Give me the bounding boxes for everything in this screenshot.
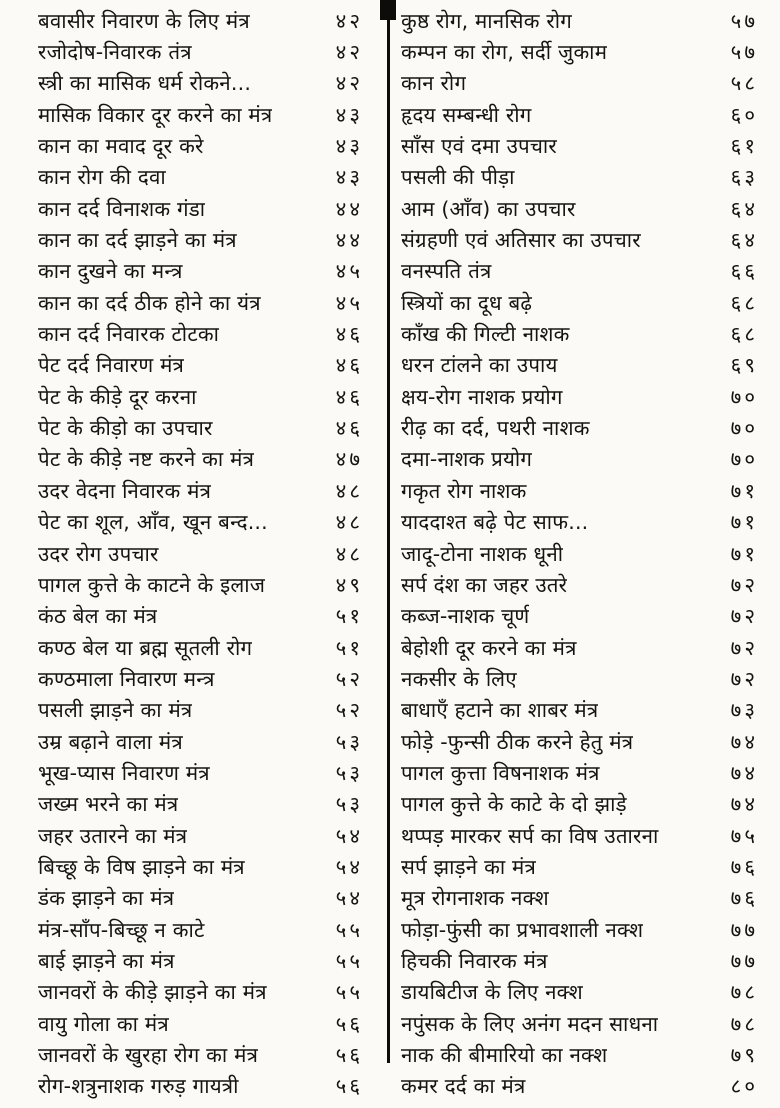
toc-entry-page-number: ४६ (335, 384, 363, 409)
toc-entry-page-number: ७२ (730, 635, 758, 660)
toc-entry-title: जहर उतारने का मंत्र (38, 823, 188, 848)
toc-entry-page-number: ५३ (335, 729, 363, 754)
toc-entry-title: स्त्रियों का दूध बढ़े (401, 290, 533, 315)
toc-entry-page-number: ५६ (335, 1011, 363, 1036)
toc-entry-page-number: ५६ (335, 1043, 363, 1068)
toc-entry (38, 318, 363, 349)
toc-entry (38, 444, 363, 475)
toc-entry-page-number: ७६ (730, 854, 758, 879)
toc-entry (38, 412, 363, 443)
ink-mark (380, 0, 396, 20)
toc-entry (38, 475, 363, 506)
toc-entry-title: धरन टांलने का उपाय (401, 353, 558, 378)
toc-entry (38, 726, 363, 757)
toc-entry-title: बिच्छू के विष झाड़ने का मंत्र (38, 854, 245, 879)
toc-entry-page-number: ४८ (335, 478, 363, 503)
toc-entry-page-number: ७४ (730, 792, 758, 817)
toc-entry (401, 663, 758, 694)
toc-entry (401, 569, 758, 600)
toc-entry (38, 36, 363, 67)
toc-entry-page-number: ६० (730, 102, 758, 127)
toc-entry-title: मूत्र रोगनाशक नक्श (401, 886, 549, 911)
toc-entry (401, 224, 758, 255)
toc-entry (401, 726, 758, 757)
toc-entry (401, 695, 758, 726)
toc-entry (401, 538, 758, 569)
toc-entry-title: वायु गोला का मंत्र (38, 1011, 169, 1036)
toc-entry-page-number: ५३ (335, 792, 363, 817)
toc-entry-page-number: ४२ (335, 8, 363, 33)
toc-entry-page-number: ७३ (730, 698, 758, 723)
toc-entry (401, 381, 758, 412)
toc-entry-title: कान का दर्द झाड़ने का मंत्र (38, 228, 237, 253)
toc-entry (401, 851, 758, 882)
toc-entry-page-number: ४३ (335, 102, 363, 127)
toc-entry (401, 1008, 758, 1039)
toc-entry (401, 507, 758, 538)
toc-entry-title: स्त्री का मासिक धर्म रोकने... (38, 71, 252, 96)
toc-entry-page-number: ५२ (335, 666, 363, 691)
toc-entry-title: पागल कुत्ता विषनाशक मंत्र (401, 760, 600, 785)
toc-entry (38, 695, 363, 726)
toc-entry (38, 914, 363, 945)
toc-entry-title: जख्म भरने का मंत्र (38, 792, 179, 817)
toc-entry-page-number: ७१ (730, 541, 758, 566)
toc-entry-title: कण्ठमाला निवारण मन्त्र (38, 666, 215, 691)
toc-entry-page-number: ७६ (730, 886, 758, 911)
toc-entry-page-number: ५५ (335, 980, 363, 1005)
toc-entry-page-number: ४२ (335, 40, 363, 65)
toc-entry (38, 68, 363, 99)
toc-entry-page-number: ६६ (730, 259, 758, 284)
toc-entry-title: याददाश्त बढ़े पेट साफ... (401, 510, 589, 535)
toc-entry-page-number: ४३ (335, 165, 363, 190)
toc-entry-title: वनस्पति तंत्र (401, 259, 492, 284)
toc-entry-page-number: ४९ (335, 572, 363, 597)
toc-entry (38, 1039, 363, 1070)
toc-entry (38, 569, 363, 600)
toc-entry (401, 883, 758, 914)
toc-entry-title: थप्पड़ मारकर सर्प का विष उतारना (401, 823, 659, 848)
toc-entry (401, 789, 758, 820)
toc-entry-title: बाई झाड़ने का मंत्र (38, 948, 175, 973)
toc-entry-title: जादू-टोना नाशक धूनी (401, 541, 564, 566)
toc-entry (38, 601, 363, 632)
toc-entry-page-number: ७१ (730, 510, 758, 535)
toc-entry-title: नपुंसक के लिए अनंग मदन साधना (401, 1011, 659, 1036)
toc-entry (401, 475, 758, 506)
toc-entry-title: पसली की पीड़ा (401, 165, 515, 190)
toc-entry-page-number: ४२ (335, 71, 363, 96)
toc-entry-title: संग्रहणी एवं अतिसार का उपचार (401, 228, 641, 253)
toc-entry (38, 224, 363, 255)
toc-entry-page-number: ४८ (335, 541, 363, 566)
toc-entry-page-number: ५२ (335, 698, 363, 723)
toc-entry-page-number: ५६ (335, 1074, 363, 1099)
toc-entry-page-number: ४६ (335, 353, 363, 378)
toc-entry (401, 5, 758, 36)
toc-entry-title: सर्प दंश का जहर उतरे (401, 572, 568, 597)
toc-entry (38, 99, 363, 130)
toc-entry-title: पागल कुत्ते के काटने के इलाज (38, 572, 266, 597)
toc-entry (38, 1071, 363, 1102)
toc-entry-title: बेहोशी दूर करने का मंत्र (401, 635, 577, 660)
toc-entry (401, 350, 758, 381)
toc-entry-title: बवासीर निवारण के लिए मंत्र (38, 8, 250, 33)
toc-entry-title: कम्पन का रोग, सर्दी जुकाम (401, 40, 608, 65)
toc-entry-page-number: ७४ (730, 760, 758, 785)
toc-entry-page-number: ५३ (335, 760, 363, 785)
toc-entry-title: गकृत रोग नाशक (401, 478, 527, 503)
toc-entry-title: मासिक विकार दूर करने का मंत्र (38, 102, 273, 127)
toc-entry-page-number: ५५ (335, 948, 363, 973)
toc-entry-page-number: ४६ (335, 322, 363, 347)
toc-entry-page-number: ७७ (730, 917, 758, 942)
toc-entry (38, 1008, 363, 1039)
toc-entry-title: कान रोग (401, 71, 467, 96)
toc-entry-title: पेट का शूल, आँव, खून बन्द... (38, 510, 268, 535)
toc-entry-page-number: ६४ (730, 196, 758, 221)
toc-entry-page-number: ५४ (335, 823, 363, 848)
toc-entry-page-number: ७५ (730, 823, 758, 848)
toc-entry-page-number: ५८ (730, 71, 758, 96)
toc-entry-title: डायबिटीज के लिए नक्श (401, 980, 583, 1005)
toc-entry-page-number: ७७ (730, 948, 758, 973)
toc-entry-page-number: ६८ (730, 290, 758, 315)
toc-entry-title: पेट के कीड़ो का उपचार (38, 416, 213, 441)
toc-entry (401, 914, 758, 945)
toc-entry-page-number: ४७ (335, 447, 363, 472)
toc-entry (38, 350, 363, 381)
toc-entry-page-number: ७२ (730, 604, 758, 629)
toc-entry-title: सर्प झाड़ने का मंत्र (401, 854, 537, 879)
toc-entry (401, 318, 758, 349)
toc-entry-page-number: ४८ (335, 510, 363, 535)
toc-entry-title: कान दर्द विनाशक गंडा (38, 196, 206, 221)
toc-entry-title: कुष्ठ रोग, मानसिक रोग (401, 8, 573, 33)
toc-entry-page-number: ५५ (335, 917, 363, 942)
toc-entry-title: कान का मवाद दूर करे (38, 134, 204, 159)
toc-entry-title: कमर दर्द का मंत्र (401, 1074, 526, 1099)
toc-entry-title: रजोदोष-निवारक तंत्र (38, 40, 192, 65)
toc-entry-page-number: ७२ (730, 666, 758, 691)
toc-entry (38, 507, 363, 538)
toc-entry (401, 1071, 758, 1102)
toc-entry-title: बाधाएँ हटाने का शाबर मंत्र (401, 698, 599, 723)
toc-entry (38, 381, 363, 412)
toc-entry-page-number: ७० (730, 384, 758, 409)
toc-entry-title: पेट दर्द निवारण मंत्र (38, 353, 185, 378)
toc-entry (401, 444, 758, 475)
toc-entry (401, 601, 758, 632)
toc-entry (401, 1039, 758, 1070)
toc-entry-title: कान रोग की दवा (38, 165, 166, 190)
toc-entry-page-number: ५७ (730, 40, 758, 65)
toc-entry (38, 789, 363, 820)
toc-entry (401, 99, 758, 130)
toc-entry-title: कान दुखने का मन्त्र (38, 259, 183, 284)
toc-entry-page-number: ५४ (335, 886, 363, 911)
toc-entry-page-number: ७४ (730, 729, 758, 754)
toc-entry (401, 977, 758, 1008)
toc-entry-page-number: ८० (730, 1074, 758, 1099)
toc-entry (401, 820, 758, 851)
toc-entry (38, 945, 363, 976)
toc-entry (38, 757, 363, 788)
column-divider-rule (387, 0, 390, 1063)
toc-entry-title: कान दर्द निवारक टोटका (38, 322, 220, 347)
toc-entry (38, 287, 363, 318)
toc-entry-title: हिचकी निवारक मंत्र (401, 948, 548, 973)
toc-entry-page-number: ५१ (335, 635, 363, 660)
toc-entry (38, 5, 363, 36)
toc-entry-title: आम (आँव) का उपचार (401, 196, 576, 221)
toc-entry (401, 287, 758, 318)
toc-entry-title: पसली झाड़ने का मंत्र (38, 698, 193, 723)
toc-entry (38, 820, 363, 851)
toc-entry (38, 977, 363, 1008)
toc-entry-page-number: ७९ (730, 1043, 758, 1068)
toc-entry (38, 162, 363, 193)
toc-entry (38, 663, 363, 694)
toc-entry-title: उदर वेदना निवारक मंत्र (38, 478, 212, 503)
toc-entry (401, 130, 758, 161)
toc-entry-title: रीढ़ का दर्द, पथरी नाशक (401, 416, 590, 441)
toc-entry-page-number: ६१ (730, 134, 758, 159)
toc-entry-title: नाक की बीमारियो का नक्श (401, 1043, 608, 1068)
toc-entry-page-number: ६३ (730, 165, 758, 190)
toc-entry (401, 36, 758, 67)
toc-entry-page-number: ४५ (335, 290, 363, 315)
toc-entry-title: फोड़े -फुन्सी ठीक करने हेतु मंत्र (401, 729, 634, 754)
toc-entry-page-number: ६८ (730, 322, 758, 347)
toc-entry-title: मंत्र-साँप-बिच्छू न काटे (38, 917, 205, 942)
toc-entry-page-number: ६४ (730, 228, 758, 253)
toc-right-column (401, 5, 758, 1102)
toc-entry-title: कण्ठ बेल या ब्रह्म सूतली रोग (38, 635, 253, 660)
toc-entry-page-number: ६९ (730, 353, 758, 378)
toc-entry-title: फोड़ा-फुंसी का प्रभावशाली नक्श (401, 917, 644, 942)
toc-entry (38, 851, 363, 882)
toc-entry (38, 538, 363, 569)
toc-entry-page-number: ७८ (730, 1011, 758, 1036)
toc-entry-title: उदर रोग उपचार (38, 541, 159, 566)
toc-left-column (38, 5, 363, 1102)
toc-entry-title: साँस एवं दमा उपचार (401, 134, 557, 159)
toc-entry (401, 412, 758, 443)
toc-entry (401, 757, 758, 788)
toc-entry-title: जानवरों के कीड़े झाड़ने का मंत्र (38, 980, 267, 1005)
toc-entry-page-number: ७२ (730, 572, 758, 597)
toc-entry-title: कान का दर्द ठीक होने का यंत्र (38, 290, 261, 315)
toc-entry-title: पेट के कीड़े दूर करना (38, 384, 197, 409)
toc-entry-title: कब्ज-नाशक चूर्ण (401, 604, 530, 629)
toc-entry (38, 130, 363, 161)
toc-entry (38, 256, 363, 287)
toc-entry-title: रोग-शत्रुनाशक गरुड़ गायत्री (38, 1074, 239, 1099)
toc-entry-title: उम्र बढ़ाने वाला मंत्र (38, 729, 183, 754)
toc-entry (38, 193, 363, 224)
toc-entry-page-number: ७१ (730, 478, 758, 503)
toc-entry-page-number: ४४ (335, 228, 363, 253)
toc-entry-title: पेट के कीड़े नष्ट करने का मंत्र (38, 447, 255, 472)
toc-entry-title: दमा-नाशक प्रयोग (401, 447, 533, 472)
toc-entry-page-number: ७० (730, 447, 758, 472)
toc-entry-page-number: ४३ (335, 134, 363, 159)
toc-entry (38, 883, 363, 914)
toc-entry (38, 632, 363, 663)
toc-entry-title: नकसीर के लिए (401, 666, 517, 691)
toc-entry (401, 193, 758, 224)
toc-entry-title: भूख-प्यास निवारण मंत्र (38, 760, 210, 785)
toc-entry (401, 256, 758, 287)
toc-entry (401, 632, 758, 663)
toc-entry-page-number: ४६ (335, 416, 363, 441)
toc-entry-page-number: ५४ (335, 854, 363, 879)
toc-entry (401, 162, 758, 193)
toc-entry-title: पागल कुत्ते के काटे के दो झाड़े (401, 792, 627, 817)
toc-entry-page-number: ५७ (730, 8, 758, 33)
toc-entry-page-number: ७८ (730, 980, 758, 1005)
toc-entry-title: कंठ बेल का मंत्र (38, 604, 158, 629)
toc-entry-title: हृदय सम्बन्धी रोग (401, 102, 532, 127)
toc-entry-page-number: ४५ (335, 259, 363, 284)
toc-entry-title: डंक झाड़ने का मंत्र (38, 886, 175, 911)
toc-entry-title: काँख की गिल्टी नाशक (401, 322, 570, 347)
toc-entry-page-number: ४४ (335, 196, 363, 221)
toc-entry-page-number: ५१ (335, 604, 363, 629)
toc-entry-title: जानवरों के खुरहा रोग का मंत्र (38, 1043, 259, 1068)
toc-entry-page-number: ७० (730, 416, 758, 441)
toc-entry (401, 945, 758, 976)
toc-entry-title: क्षय-रोग नाशक प्रयोग (401, 384, 563, 409)
toc-entry (401, 68, 758, 99)
